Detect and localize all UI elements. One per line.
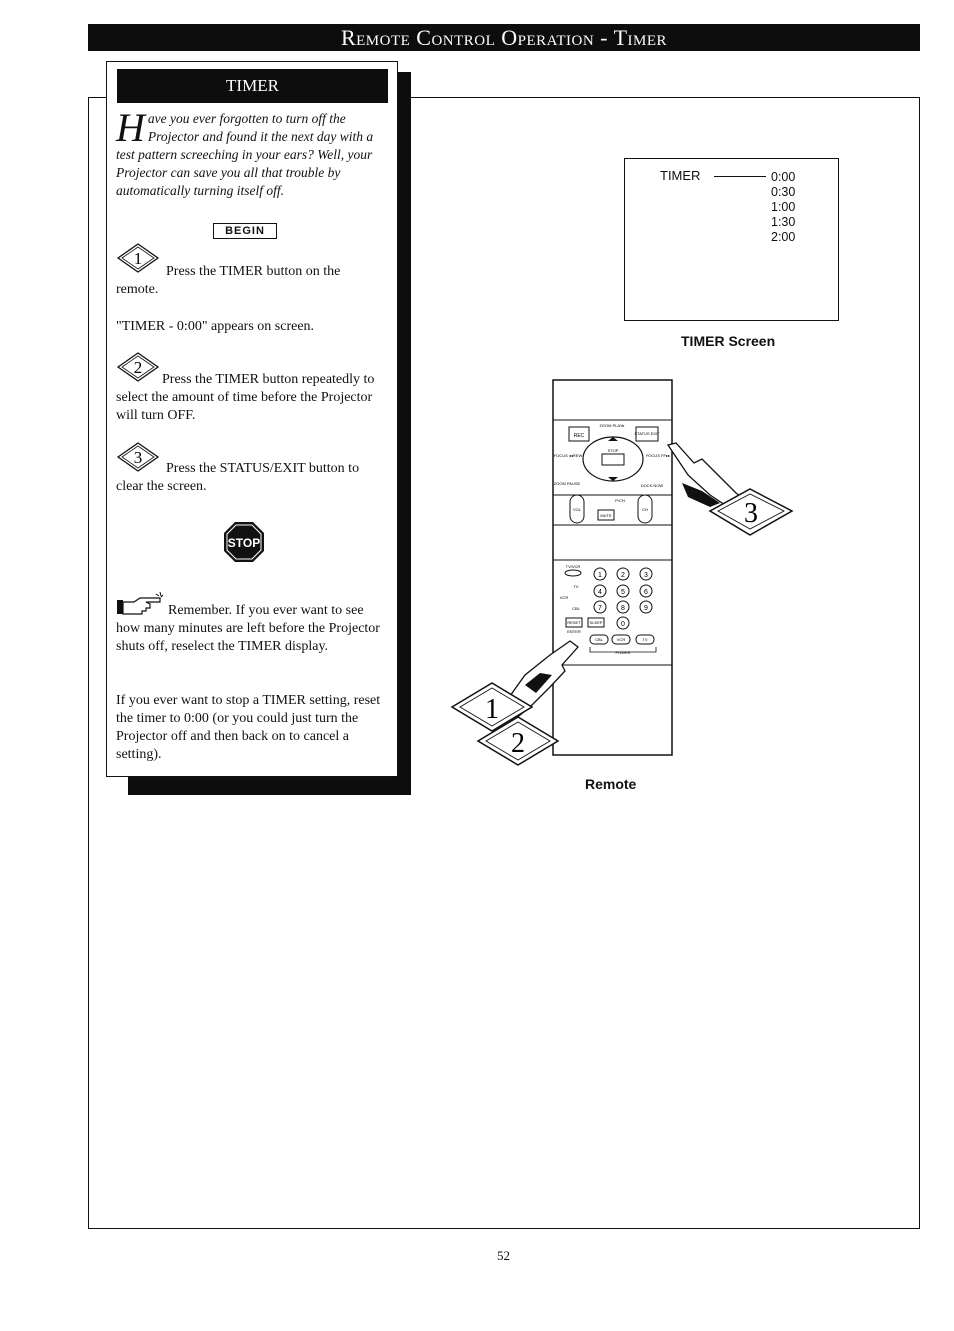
step-2-text: Press the TIMER button repeatedly to select the amount of time before the Projector will turn OFF. — [116, 372, 375, 423]
panel-shadow — [397, 72, 411, 795]
timer-value: 0:30 — [771, 185, 796, 199]
intro-text: ave you ever forgotten to turn off the Projector and found it the next day with a test pattern screeching in your ears? Well, your Projector can save you all that trouble by automatically turning itself off. — [116, 111, 374, 198]
begin-badge: BEGIN — [213, 223, 277, 239]
page-title: Remote Control Operation - Timer — [340, 25, 668, 50]
stop-button — [602, 454, 624, 465]
stop-sign-icon — [223, 521, 265, 563]
timer-value: 1:30 — [771, 215, 796, 229]
remote-caption: Remote — [585, 776, 637, 792]
step-3-text: Press the STATUS/EXIT button to clear the screen. — [116, 461, 360, 494]
svg-text:TV: TV — [642, 637, 648, 642]
svg-text:1: 1 — [485, 694, 499, 725]
svg-text:CBL: CBL — [572, 606, 580, 611]
timer-leader-line — [714, 176, 766, 177]
timer-value: 0:00 — [771, 170, 796, 184]
timer-value: 1:00 — [771, 200, 796, 214]
svg-text:4: 4 — [598, 589, 602, 596]
svg-text:6: 6 — [644, 589, 648, 596]
svg-text:ZOOM PLAY▸: ZOOM PLAY▸ — [599, 423, 625, 428]
svg-text:STOP: STOP — [607, 448, 619, 453]
final-note: If you ever want to stop a TIMER setting, reset the timer to 0:00 (or you could just turn the Projector off and then back on to cancel a setting). — [116, 693, 381, 762]
timer-screen-label: TIMER — [660, 168, 701, 183]
svg-text:2: 2 — [621, 572, 625, 579]
svg-text:CH: CH — [642, 507, 648, 512]
svg-text:TV: TV — [573, 584, 579, 589]
timer-value: 2:00 — [771, 230, 796, 244]
remember-text: Remember. If you ever want to see how many minutes are left before the Projector shuts off, reselect the TIMER display. — [116, 603, 380, 654]
timer-screen-illustration — [624, 158, 839, 321]
svg-text:FOCUS ◂◂REW: FOCUS ◂◂REW — [553, 453, 583, 458]
svg-text:RESET: RESET — [567, 620, 581, 625]
svg-text:2: 2 — [511, 728, 525, 759]
step-1-number: 1 — [133, 249, 143, 268]
svg-text:CBL: CBL — [595, 637, 603, 642]
svg-text:VCR: VCR — [616, 637, 626, 642]
svg-text:1: 1 — [598, 572, 602, 579]
intro-paragraph — [116, 105, 388, 200]
svg-text:0: 0 — [621, 621, 625, 628]
svg-text:3: 3 — [644, 572, 648, 579]
svg-text:SLEEP: SLEEP — [589, 620, 603, 625]
step-2-number: 2 — [133, 358, 143, 377]
svg-text:DOCK NOW: DOCK NOW — [640, 483, 664, 488]
svg-text:8: 8 — [621, 605, 625, 612]
svg-text:FOCUS FF▸▸: FOCUS FF▸▸ — [645, 453, 671, 458]
svg-text:ZOOM PAUSE: ZOOM PAUSE — [553, 481, 581, 486]
step-3-number: 3 — [133, 448, 143, 467]
svg-text:MUTE: MUTE — [600, 513, 612, 518]
step-1-note: "TIMER - 0:00" appears on screen. — [116, 319, 315, 334]
stop-label: STOP — [227, 536, 261, 550]
remote-control-illustration — [440, 375, 800, 770]
panel-shadow — [128, 776, 411, 795]
svg-text:TV/VCR: TV/VCR — [565, 564, 581, 569]
svg-text:STATUS EXIT: STATUS EXIT — [634, 431, 660, 436]
panel-heading: TIMER — [117, 69, 388, 103]
svg-text:ENTER: ENTER — [567, 629, 581, 634]
step-1-text: Press the TIMER button on the remote. — [116, 264, 341, 297]
svg-text:POWER: POWER — [615, 650, 631, 655]
page-number: 52 — [497, 1248, 510, 1263]
svg-text:7: 7 — [598, 605, 602, 612]
svg-text:3: 3 — [744, 498, 758, 529]
drop-cap: H — [116, 105, 145, 150]
svg-text:VCR: VCR — [559, 595, 569, 600]
svg-text:VOL: VOL — [572, 507, 582, 512]
svg-text:9: 9 — [644, 605, 648, 612]
svg-text:P/CH: P/CH — [615, 498, 625, 503]
svg-text:5: 5 — [621, 589, 625, 596]
svg-text:REC: REC — [573, 433, 585, 439]
timer-screen-caption: TIMER Screen — [681, 333, 776, 349]
